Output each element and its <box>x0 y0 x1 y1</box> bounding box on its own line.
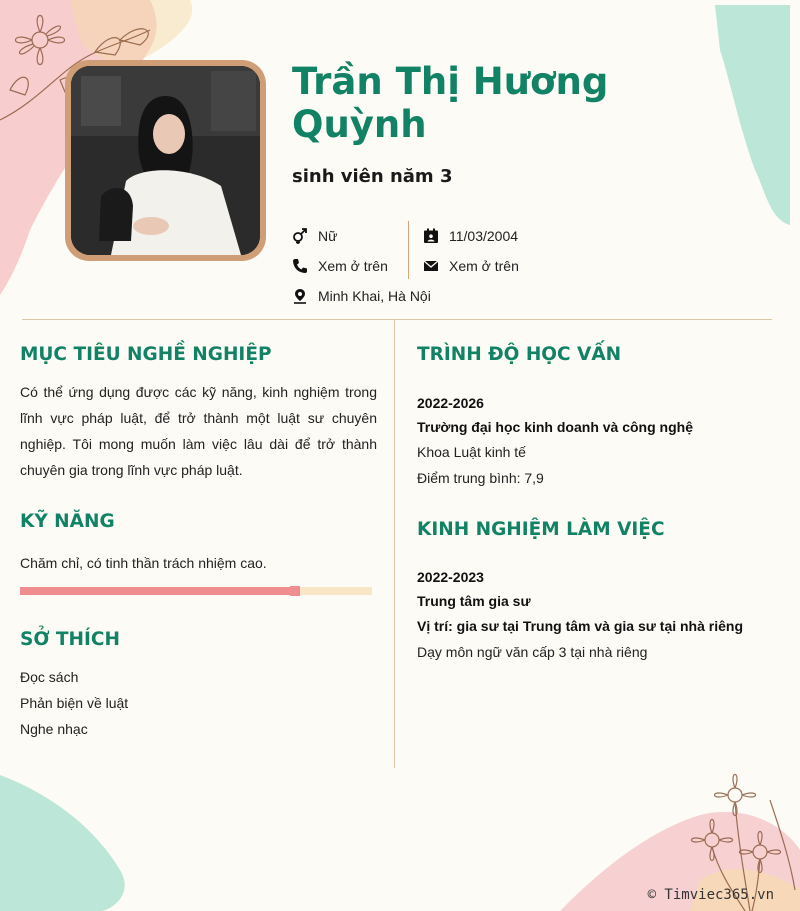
email-value: Xem ở trên <box>449 258 519 274</box>
gender-info <box>292 228 337 244</box>
horizontal-divider <box>22 319 772 320</box>
profile-photo-frame <box>65 60 266 261</box>
phone-value: Xem ở trên <box>318 258 388 274</box>
education-major: Khoa Luật kinh tế <box>417 444 526 460</box>
email-info <box>423 258 519 274</box>
info-divider <box>408 221 409 279</box>
phone-icon <box>292 258 308 274</box>
gender-icon <box>292 228 308 244</box>
education-school: Trường đại học kinh doanh và công nghệ <box>417 419 693 435</box>
gender-value: Nữ <box>318 228 338 244</box>
skill-name: Chăm chỉ, có tinh thần trách nhiệm cao. <box>20 555 267 571</box>
envelope-icon <box>423 258 439 274</box>
experience-company: Trung tâm gia sư <box>417 593 531 609</box>
experience-title: KINH NGHIỆM LÀM VIỆC <box>417 519 665 540</box>
phone-info <box>292 258 388 274</box>
education-period: 2022-2026 <box>417 395 484 411</box>
skill-level-bar <box>20 587 372 595</box>
objective-title: MỤC TIÊU NGHỀ NGHIỆP <box>20 344 272 365</box>
experience-position: Vị trí: gia sư tại Trung tâm và gia sư tại nhà riêng <box>417 618 744 634</box>
hobbies-list <box>20 664 128 742</box>
profile-photo <box>71 66 260 255</box>
skill-level-fill <box>20 587 295 595</box>
experience-period: 2022-2023 <box>417 569 484 585</box>
birthday-value: 11/03/2004 <box>449 228 519 244</box>
education-title: TRÌNH ĐỘ HỌC VẤN <box>417 344 622 365</box>
candidate-name: Trần Thị Hương Quỳnh <box>292 60 609 146</box>
location-icon <box>292 288 308 304</box>
hobby-item: Phản biện về luật <box>20 695 129 711</box>
calendar-icon <box>423 228 439 244</box>
education-gpa: Điểm trung bình: 7,9 <box>417 470 544 486</box>
copyright-text: © Timviec365.vn <box>647 887 774 903</box>
address-info <box>292 288 431 304</box>
hobbies-title: SỞ THÍCH <box>20 629 120 650</box>
address-value: Minh Khai, Hà Nội <box>318 288 431 304</box>
hobby-item: Nghe nhạc <box>20 721 88 737</box>
objective-text: Có thể ứng dụng được các kỹ năng, kinh nghiệm trong lĩnh vực pháp luật, để trở thành một luật sư chuyên nghiệp. Tôi mong muốn làm việc lâu dài để trở thành chuyên gia trong lĩnh vực pháp luật. <box>20 384 377 478</box>
birthday-info <box>423 228 518 244</box>
column-divider <box>394 320 395 768</box>
skill-level-marker <box>290 586 300 596</box>
hobby-item: Đọc sách <box>20 669 79 685</box>
skills-title: KỸ NĂNG <box>20 511 115 532</box>
job-title: sinh viên năm 3 <box>292 166 453 187</box>
experience-description: Dạy môn ngữ văn cấp 3 tại nhà riêng <box>417 644 648 660</box>
